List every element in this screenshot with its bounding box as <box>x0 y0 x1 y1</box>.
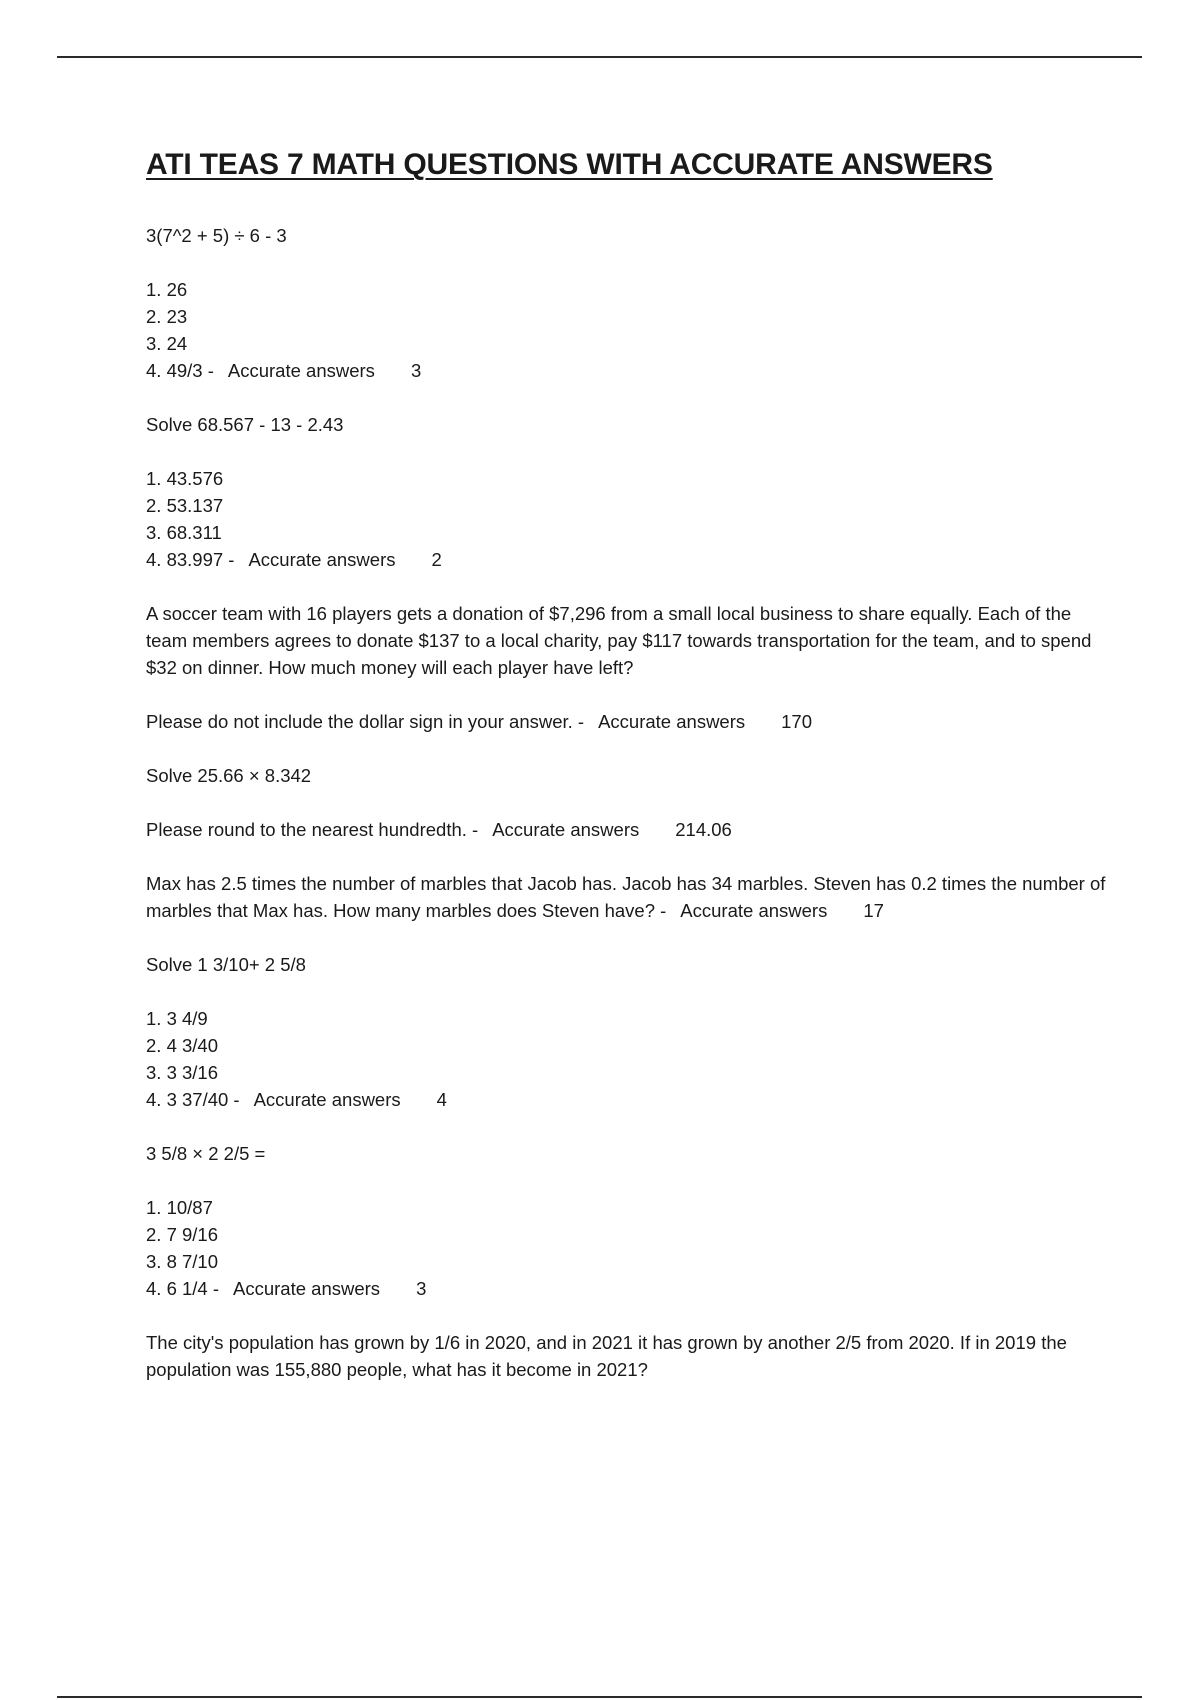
prompt-with-answer <box>146 870 1106 924</box>
answer-label: Accurate answers <box>680 900 828 921</box>
option-with-answer <box>146 357 1106 384</box>
option: 1. 3 4/9 <box>146 1008 208 1029</box>
question-3 <box>146 600 1106 762</box>
question-prompt: 3 5/8 × 2 2/5 = <box>146 1143 266 1164</box>
option-with-answer <box>146 546 1106 573</box>
question-7 <box>146 1140 1106 1329</box>
question-note: Please round to the nearest hundredth. - <box>146 819 479 840</box>
question-2 <box>146 411 1106 600</box>
answer-value: 4 <box>436 1089 447 1110</box>
question-1 <box>146 222 1106 411</box>
question-prompt: Max has 2.5 times the number of marbles that Jacob has. Jacob has 34 marbles. Steven has 0.2 times the number of marbles that Max has. How many marbles does Steven have? - <box>146 873 1106 921</box>
question-6 <box>146 951 1106 1140</box>
answer-label: Accurate answers <box>598 711 746 732</box>
option: 1. 10/87 <box>146 1197 213 1218</box>
option: 4. 83.997 - <box>146 549 235 570</box>
question-prompt: Solve 68.567 - 13 - 2.43 <box>146 414 344 435</box>
question-prompt: A soccer team with 16 players gets a donation of $7,296 from a small local business to share equally. Each of the team members agrees to donate $137 to a local charity, pay $117 towards transportation for the team, and to spend $32 on dinner. How much money will each player have left? <box>146 603 1092 678</box>
document-title: ATI TEAS 7 MATH QUESTIONS WITH ACCURATE ANSWERS <box>146 148 993 181</box>
option: 2. 23 <box>146 306 188 327</box>
question-8 <box>146 1329 1106 1383</box>
question-prompt: Solve 25.66 × 8.342 <box>146 765 312 786</box>
document-body <box>146 148 1106 1383</box>
top-rule <box>57 56 1142 58</box>
question-prompt: Solve 1 3/10+ 2 5/8 <box>146 954 306 975</box>
option: 2. 53.137 <box>146 495 224 516</box>
option: 3. 8 7/10 <box>146 1251 219 1272</box>
answer-value: 17 <box>863 900 884 921</box>
question-4 <box>146 762 1106 870</box>
option: 2. 7 9/16 <box>146 1224 219 1245</box>
question-prompt: 3(7^2 + 5) ÷ 6 - 3 <box>146 225 287 246</box>
answer-label: Accurate answers <box>248 549 396 570</box>
answer-value: 3 <box>410 360 422 381</box>
answer-label: Accurate answers <box>492 819 640 840</box>
option: 1. 43.576 <box>146 468 224 489</box>
question-note: Please do not include the dollar sign in your answer. - <box>146 711 585 732</box>
option: 4. 3 37/40 - <box>146 1089 240 1110</box>
answer-label: Accurate answers <box>227 360 375 381</box>
answer-label: Accurate answers <box>233 1278 381 1299</box>
question-5 <box>146 870 1106 951</box>
option-with-answer <box>146 1086 1106 1113</box>
option: 2. 4 3/40 <box>146 1035 219 1056</box>
option: 3. 68.311 <box>146 522 222 543</box>
option: 4. 6 1/4 - <box>146 1278 220 1299</box>
note-with-answer <box>146 816 1106 843</box>
answer-value: 3 <box>416 1278 427 1299</box>
note-with-answer <box>146 708 1106 735</box>
answer-label: Accurate answers <box>253 1089 401 1110</box>
bottom-rule <box>57 1696 1142 1698</box>
option: 3. 3 3/16 <box>146 1062 219 1083</box>
question-prompt: The city's population has grown by 1/6 in 2020, and in 2021 it has grown by another 2/5 from 2020. If in 2019 the population was 155,880 people, what has it become in 2021? <box>146 1332 1067 1380</box>
answer-value: 214.06 <box>675 819 732 840</box>
option: 3. 24 <box>146 333 188 354</box>
option-with-answer <box>146 1275 1106 1302</box>
option: 1. 26 <box>146 279 188 300</box>
answer-value: 170 <box>781 711 813 732</box>
answer-value: 2 <box>431 549 442 570</box>
option: 4. 49/3 - <box>146 360 214 381</box>
